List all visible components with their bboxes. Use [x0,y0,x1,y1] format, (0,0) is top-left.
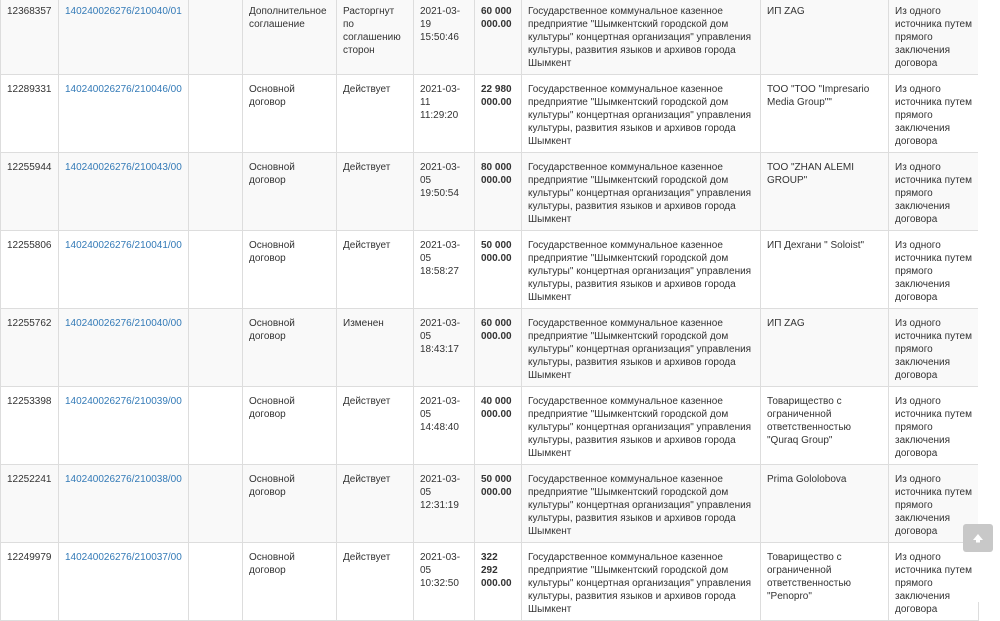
contract-type-cell: Основной договор [243,465,337,543]
contract-sum-cell: 50 000 000.00 [475,231,522,309]
page-margin [978,0,1000,602]
empty-cell [189,543,243,621]
contract-id-cell: 12252241 [1,465,59,543]
contract-number-cell [59,0,189,75]
contract-number-cell [59,75,189,153]
empty-cell [189,231,243,309]
contract-type-cell: Дополнительное соглашение [243,0,337,75]
procurement-method-cell: Из одного источника путем прямого заключения договора [889,309,979,387]
contract-date-cell: 2021-03-05 18:58:27 [414,231,475,309]
contract-number-link[interactable]: 140240026276/210043/00 [65,162,182,173]
contract-number-cell [59,543,189,621]
contract-sum-cell: 40 000 000.00 [475,387,522,465]
table-row [1,0,979,75]
contract-id-cell: 12289331 [1,75,59,153]
contract-status-cell: Действует [337,387,414,465]
table-row [1,153,979,231]
empty-cell [189,387,243,465]
contract-sum-cell: 60 000 000.00 [475,0,522,75]
supplier-cell: ИП ZAG [761,0,889,75]
procurement-method-cell: Из одного источника путем прямого заключения договора [889,75,979,153]
contract-sum-cell: 60 000 000.00 [475,309,522,387]
contract-number-cell [59,465,189,543]
contract-date-cell: 2021-03-05 12:31:19 [414,465,475,543]
arrow-up-icon [972,533,984,543]
table-row [1,465,979,543]
table-row [1,387,979,465]
contract-type-cell: Основной договор [243,153,337,231]
contract-date-cell: 2021-03-05 10:32:50 [414,543,475,621]
contract-number-link[interactable]: 140240026276/210041/00 [65,240,182,251]
customer-cell: Государственное коммунальное казенное предприятие "Шымкентский городской дом культуры" концертная организация" управления культуры, развития языков и архивов города Шымкент [522,543,761,621]
customer-cell: Государственное коммунальное казенное предприятие "Шымкентский городской дом культуры" концертная организация" управления культуры, развития языков и архивов города Шымкент [522,387,761,465]
procurement-method-cell: Из одного источника путем прямого заключения договора [889,543,979,621]
contract-type-cell: Основной договор [243,75,337,153]
empty-cell [189,0,243,75]
contract-number-cell [59,309,189,387]
supplier-cell: ИП ZAG [761,309,889,387]
customer-cell: Государственное коммунальное казенное предприятие "Шымкентский городской дом культуры" концертная организация" управления культуры, развития языков и архивов города Шымкент [522,0,761,75]
supplier-cell: Товарищество с ограниченной ответственностью "Penopro" [761,543,889,621]
contract-number-cell [59,231,189,309]
contract-status-cell: Действует [337,465,414,543]
supplier-cell: ТОО "ТОО "Impresario Media Group"" [761,75,889,153]
contract-sum-cell: 22 980 000.00 [475,75,522,153]
contract-date-cell: 2021-03-05 18:43:17 [414,309,475,387]
contract-date-cell: 2021-03-11 11:29:20 [414,75,475,153]
supplier-cell: ТОО "ZHAN ALEMI GROUP" [761,153,889,231]
contract-id-cell: 12255944 [1,153,59,231]
supplier-cell: Prima Gololobova [761,465,889,543]
contract-status-cell: Расторгнут по соглашению сторон [337,0,414,75]
contract-number-link[interactable]: 140240026276/210040/01 [65,6,182,17]
contract-number-cell [59,387,189,465]
customer-cell: Государственное коммунальное казенное предприятие "Шымкентский городской дом культуры" концертная организация" управления культуры, развития языков и архивов города Шымкент [522,75,761,153]
procurement-method-cell: Из одного источника путем прямого заключения договора [889,387,979,465]
table-row [1,309,979,387]
contract-number-link[interactable]: 140240026276/210038/00 [65,474,182,485]
contract-number-link[interactable]: 140240026276/210040/00 [65,318,182,329]
procurement-method-cell: Из одного источника путем прямого заключения договора [889,231,979,309]
procurement-method-cell: Из одного источника путем прямого заключения договора [889,0,979,75]
contract-number-link[interactable]: 140240026276/210037/00 [65,552,182,563]
contract-id-cell: 12249979 [1,543,59,621]
customer-cell: Государственное коммунальное казенное предприятие "Шымкентский городской дом культуры" концертная организация" управления культуры, развития языков и архивов города Шымкент [522,153,761,231]
table-row [1,75,979,153]
contract-number-cell [59,153,189,231]
table-row [1,543,979,621]
empty-cell [189,75,243,153]
contract-status-cell: Действует [337,231,414,309]
empty-cell [189,309,243,387]
contract-number-link[interactable]: 140240026276/210046/00 [65,84,182,95]
contract-date-cell: 2021-03-05 14:48:40 [414,387,475,465]
contract-status-cell: Действует [337,153,414,231]
contract-number-link[interactable]: 140240026276/210039/00 [65,396,182,407]
contract-type-cell: Основной договор [243,231,337,309]
scroll-to-top-button[interactable] [963,524,993,552]
contract-sum-cell: 80 000 000.00 [475,153,522,231]
contract-id-cell: 12368357 [1,0,59,75]
contract-sum-cell: 322 292 000.00 [475,543,522,621]
procurement-method-cell: Из одного источника путем прямого заключения договора [889,465,979,543]
contract-date-cell: 2021-03-19 15:50:46 [414,0,475,75]
contract-date-cell: 2021-03-05 19:50:54 [414,153,475,231]
customer-cell: Государственное коммунальное казенное предприятие "Шымкентский городской дом культуры" концертная организация" управления культуры, развития языков и архивов города Шымкент [522,231,761,309]
contract-type-cell: Основной договор [243,309,337,387]
contract-status-cell: Изменен [337,309,414,387]
supplier-cell: ИП Дехгани " Soloist" [761,231,889,309]
supplier-cell: Товарищество с ограниченной ответственностью "Quraq Group" [761,387,889,465]
contract-status-cell: Действует [337,75,414,153]
customer-cell: Государственное коммунальное казенное предприятие "Шымкентский городской дом культуры" концертная организация" управления культуры, развития языков и архивов города Шымкент [522,309,761,387]
customer-cell: Государственное коммунальное казенное предприятие "Шымкентский городской дом культуры" концертная организация" управления культуры, развития языков и архивов города Шымкент [522,465,761,543]
contract-type-cell: Основной договор [243,543,337,621]
contract-id-cell: 12255762 [1,309,59,387]
contract-status-cell: Действует [337,543,414,621]
contract-type-cell: Основной договор [243,387,337,465]
empty-cell [189,465,243,543]
table-row [1,231,979,309]
empty-cell [189,153,243,231]
contract-sum-cell: 50 000 000.00 [475,465,522,543]
contract-id-cell: 12253398 [1,387,59,465]
procurement-method-cell: Из одного источника путем прямого заключения договора [889,153,979,231]
contract-id-cell: 12255806 [1,231,59,309]
